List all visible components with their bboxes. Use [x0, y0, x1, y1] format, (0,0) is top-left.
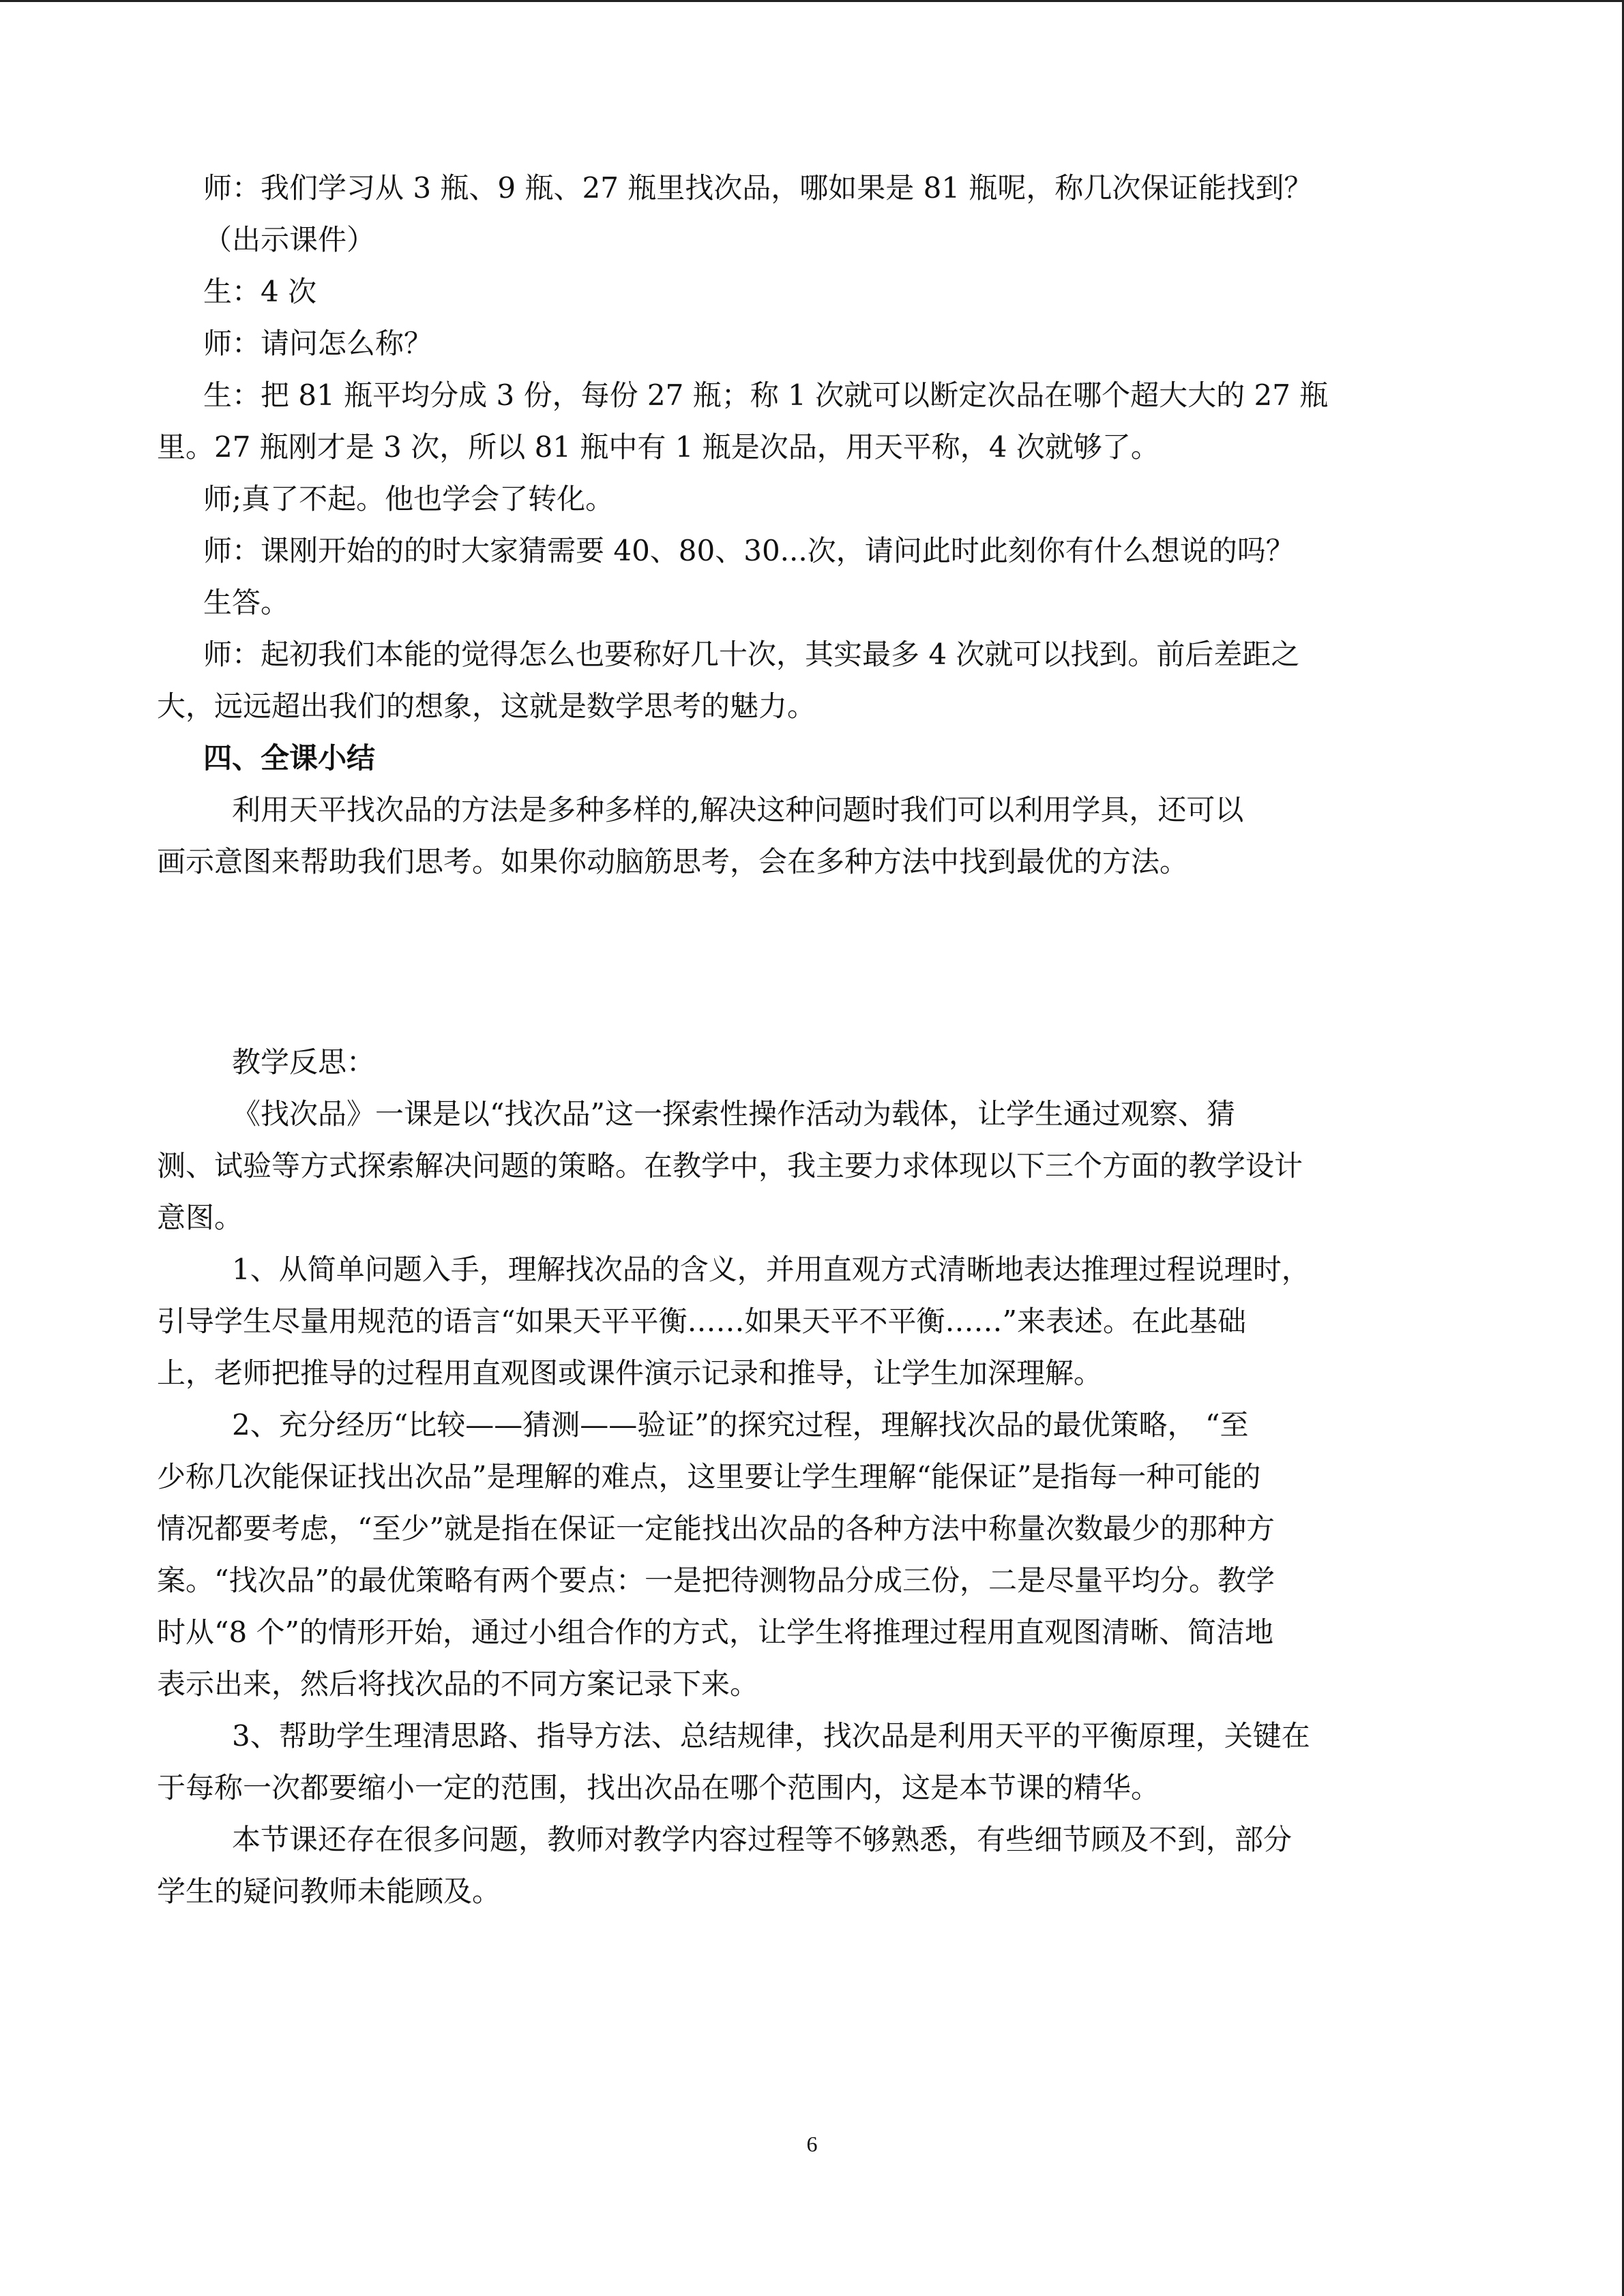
- dialogue-line: 师：我们学习从 3 瓶、9 瓶、27 瓶里找次品，哪如果是 81 瓶呢，称几次保证能找到？: [203, 171, 1313, 205]
- dialogue-section: [157, 162, 1466, 888]
- dialogue-line: 大，远远超出我们的想象，这就是数学思考的魅力。: [157, 689, 816, 723]
- top-border-line: [0, 0, 1624, 2]
- reflection-point3-line: 3、帮助学生理清思路、指导方法、总结规律，找次品是利用天平的平衡原理，关键在: [232, 1719, 1310, 1753]
- summary-heading: 四、全课小结: [203, 741, 376, 775]
- reflection-point1-line: 引导学生尽量用规范的语言“如果天平平衡……如果天平不平衡……”来表述。在此基础: [157, 1304, 1246, 1338]
- reflection-point2-line: 案。“找次品”的最优策略有两个要点：一是把待测物品分成三份，二是尽量平均分。教学: [157, 1564, 1275, 1597]
- reflection-point2-line: 情况都要考虑，“至少”就是指在保证一定能找出次品的各种方法中称量次数最少的那种方: [157, 1512, 1275, 1545]
- reflection-point2-line: 时从“8 个”的情形开始，通过小组合作的方式，让学生将推理过程用直观图清晰、简洁地: [157, 1615, 1274, 1649]
- reflection-point2-line: 少称几次能保证找出次品”是理解的难点，这里要让学生理解“能保证”是指每一种可能的: [157, 1460, 1261, 1493]
- reflection-point1-line: 上，老师把推导的过程用直观图或课件演示记录和推导，让学生加深理解。: [157, 1356, 1103, 1390]
- dialogue-line: 师：起初我们本能的觉得怎么也要称好几十次，其实最多 4 次就可以找到。前后差距之: [203, 638, 1300, 671]
- dialogue-line: （出示课件）: [203, 223, 376, 256]
- dialogue-line: 师;真了不起。他也学会了转化。: [203, 482, 615, 516]
- reflection-intro-line: 测、试验等方式探索解决问题的策略。在教学中，我主要力求体现以下三个方面的教学设计: [157, 1149, 1303, 1182]
- reflection-point2-line: 2、充分经历“比较——猜测——验证”的探究过程，理解找次品的最优策略， “至: [232, 1408, 1249, 1442]
- reflection-section: [157, 1037, 1466, 1918]
- reflection-intro-line: 意图。: [157, 1201, 243, 1234]
- summary-line: 画示意图来帮助我们思考。如果你动脑筋思考，会在多种方法中找到最优的方法。: [157, 845, 1189, 878]
- summary-line: 利用天平找次品的方法是多种多样的,解决这种问题时我们可以利用学具，还可以: [232, 793, 1244, 826]
- reflection-closing-line: 本节课还存在很多问题，教师对教学内容过程等不够熟悉，有些细节顾及不到，部分: [232, 1823, 1293, 1856]
- dialogue-line: 师：课刚开始的的时大家猜需要 40、80、30...次，请问此时此刻你有什么想说的吗？: [203, 534, 1295, 567]
- dialogue-line: 师：请问怎么称？: [203, 327, 433, 360]
- dialogue-line: 生答。: [203, 586, 290, 619]
- reflection-intro-line: 《找次品》一课是以“找次品”这一探索性操作活动为载体，让学生通过观察、猜: [232, 1097, 1235, 1131]
- reflection-closing-line: 学生的疑问教师未能顾及。: [157, 1875, 501, 1908]
- reflection-point2-line: 表示出来，然后将找次品的不同方案记录下来。: [157, 1667, 759, 1701]
- reflection-title: 教学反思：: [232, 1045, 376, 1079]
- dialogue-line: 生：4 次: [203, 275, 317, 308]
- dialogue-line: 里。27 瓶刚才是 3 次，所以 81 瓶中有 1 瓶是次品，用天平称，4 次就够了。: [157, 430, 1160, 464]
- dialogue-line: 生：把 81 瓶平均分成 3 份，每份 27 瓶；称 1 次就可以断定次品在哪个超大大的 27 瓶: [203, 378, 1329, 412]
- page-number: 6: [806, 2132, 818, 2156]
- reflection-point1-line: 1、从简单问题入手，理解找次品的含义，并用直观方式清晰地表达推理过程说理时，: [232, 1253, 1310, 1286]
- reflection-point3-line: 于每称一次都要缩小一定的范围，找出次品在哪个范围内，这是本节课的精华。: [157, 1771, 1160, 1804]
